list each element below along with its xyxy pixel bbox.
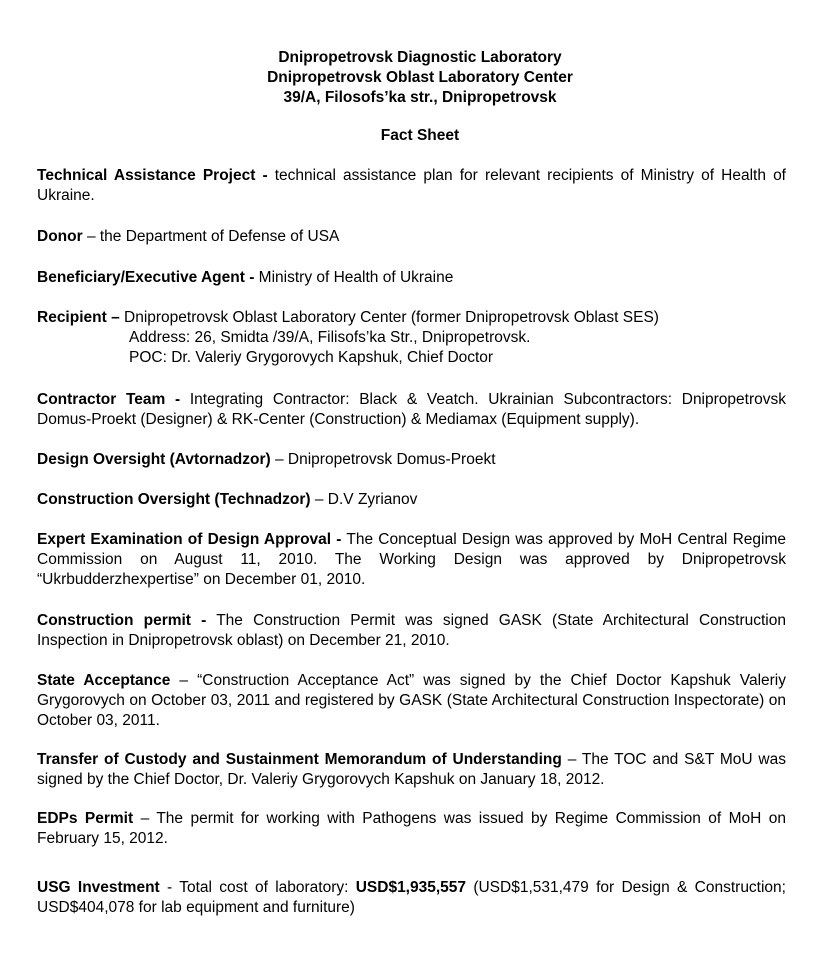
- section-edps: [37, 809, 786, 849]
- section-donor: [37, 227, 786, 247]
- text: – Dnipropetrovsk Domus-Proekt: [270, 451, 496, 468]
- section-acceptance: [37, 671, 786, 731]
- label: State Acceptance: [37, 672, 171, 689]
- text: technical assistance plan for relevant recipients of Ministry of Health of Ukraine.: [37, 167, 786, 204]
- text: Ministry of Health of Ukraine: [254, 269, 454, 286]
- label: EDPs Permit: [37, 810, 134, 827]
- label: USG Investment: [37, 879, 160, 896]
- address: 39/A, Filosofs’ka str., Dnipropetrovsk: [283, 89, 557, 106]
- center-name: Dnipropetrovsk Oblast Laboratory Center: [267, 69, 573, 86]
- section-contractor: [37, 390, 786, 430]
- text: Dnipropetrovsk Oblast Laboratory Center (former Dnipropetrovsk Oblast SES): [119, 309, 659, 326]
- text: The Construction Permit was signed GASK (State Architectural Construction Inspection in Dnipropetrovsk oblast) on December 21, 2010.: [37, 612, 786, 649]
- section-permit: [37, 611, 786, 651]
- text: Integrating Contractor: Black & Veatch. Ukrainian Subcontractors: Dnipropetrovsk Domus-Proekt (Designer) & RK-Center (Construction) & Mediamax (Equipment supply).: [37, 391, 786, 428]
- lab-name: Dnipropetrovsk Diagnostic Laboratory: [278, 49, 562, 66]
- label: Donor: [37, 228, 83, 245]
- text: – The permit for working with Pathogens was issued by Regime Commission of MoH on February 15, 2012.: [37, 810, 786, 847]
- label: Beneficiary/Executive Agent -: [37, 269, 255, 286]
- section-expert: [37, 530, 786, 590]
- text: - Total cost of laboratory:: [159, 879, 356, 896]
- label: Construction Oversight (Technadzor): [37, 491, 311, 508]
- label: Contractor Team -: [37, 391, 181, 408]
- text: – D.V Zyrianov: [310, 491, 418, 508]
- section-technical: [37, 166, 786, 206]
- page-title: Fact Sheet: [380, 127, 460, 144]
- label: Transfer of Custody and Sustainment Memorandum of Understanding: [37, 751, 562, 768]
- total-cost: USD$1,935,557: [355, 879, 467, 896]
- section-design-oversight: [37, 450, 786, 470]
- label: Design Oversight (Avtornadzor): [37, 451, 271, 468]
- label: Recipient –: [37, 309, 120, 326]
- section-construction-oversight: [37, 490, 786, 510]
- label: Expert Examination of Design Approval -: [37, 531, 342, 548]
- text: (USD$1,531,479 for Design & Construction; USD$404,078 for lab equipment and furniture): [37, 879, 786, 916]
- label: Construction permit -: [37, 612, 207, 629]
- recipient-poc: POC: Dr. Valeriy Grygorovych Kapshuk, Chief Doctor: [129, 349, 494, 366]
- text: – The TOC and S&T MoU was signed by the Chief Doctor, Dr. Valeriy Grygorovych Kapshuk on January 18, 2012.: [37, 751, 786, 788]
- label: Technical Assistance Project -: [37, 167, 268, 184]
- text: – “Construction Acceptance Act” was signed by the Chief Doctor Kapshuk Valeriy Grygorovych on October 03, 2011 and registered by GASK (State Architectural Construction Inspectorate) on October 03, 2011.: [37, 672, 787, 729]
- recipient-address: Address: 26, Smidta /39/A, Filisofs’ka Str., Dnipropetrovsk.: [129, 329, 531, 346]
- section-beneficiary: [37, 268, 786, 288]
- section-transfer: [37, 750, 786, 790]
- text: – the Department of Defense of USA: [82, 228, 340, 245]
- text: The Conceptual Design was approved by MoH Central Regime Commission on August 11, 2010. The Working Design was approved by Dnipropetrovsk “Ukrbudderzhexpertise” on December 01, 2010.: [37, 531, 786, 588]
- section-usg: [37, 878, 786, 918]
- section-recipient: [37, 308, 786, 368]
